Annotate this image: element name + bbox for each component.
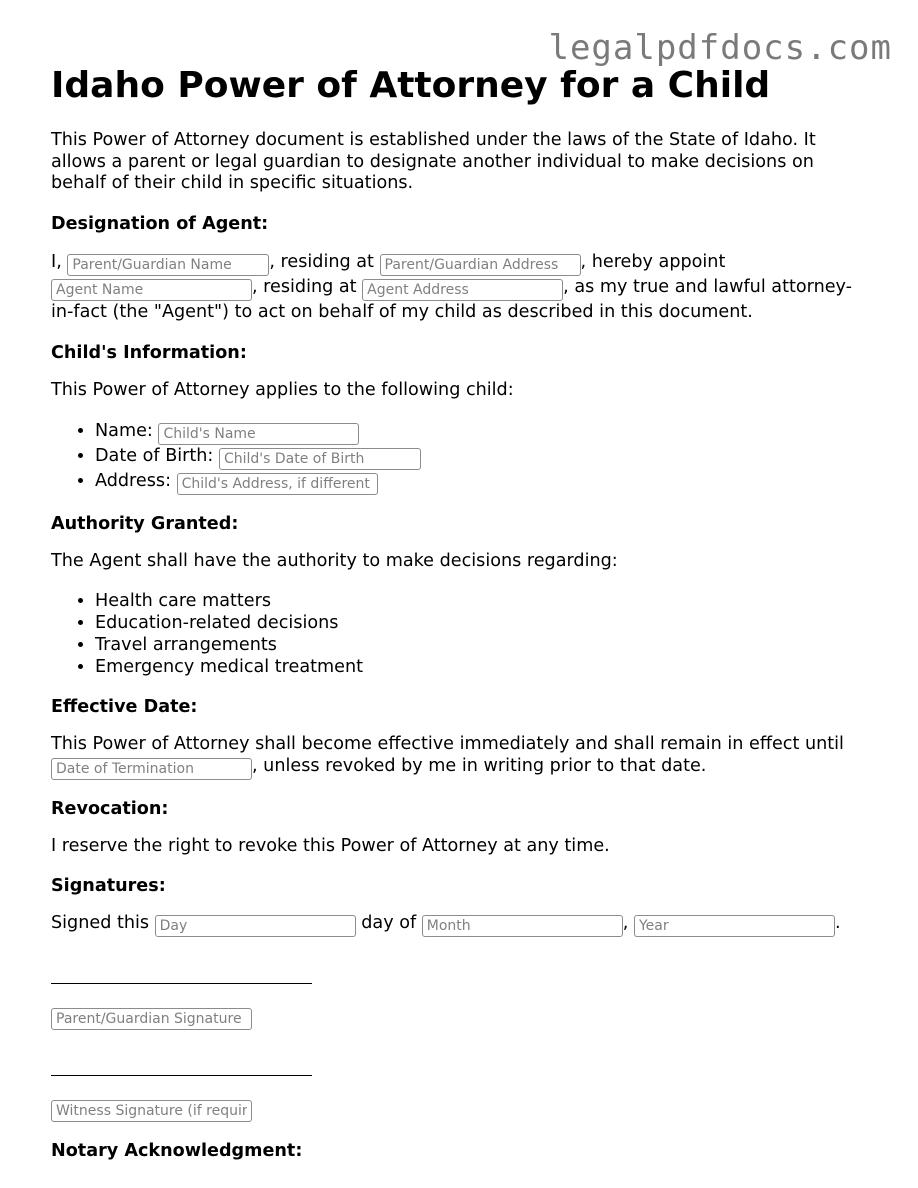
intro-paragraph: This Power of Attorney document is established under the laws of the State of Idaho. It allows a parent or legal guardian to designate another individual to make decisions on behalf of their child in specific situations. — [51, 130, 816, 193]
watermark: legalpdfdocs.com — [548, 28, 892, 68]
document-page — [51, 62, 871, 1178]
month-input[interactable] — [422, 915, 623, 937]
designation-heading: Designation of Agent: — [51, 213, 269, 234]
list-item: • Emergency medical treatment — [95, 656, 871, 678]
child-address-input[interactable] — [177, 473, 378, 495]
day-input[interactable] — [155, 915, 356, 937]
child-info-heading: Child's Information: — [51, 343, 247, 363]
child-info-list — [51, 420, 871, 495]
effective-date-paragraph: This Power of Attorney shall become effective immediately and shall remain in effect until Date of Termination, unless revoked by me in writing prior to that date. — [51, 734, 871, 780]
child-name-input[interactable] — [158, 423, 359, 445]
authority-text: The Agent shall have the authority to make decisions regarding: — [51, 550, 618, 571]
effective-date-heading: Effective Date: — [51, 697, 198, 717]
list-item: • Health care matters — [95, 590, 871, 612]
termination-date-input[interactable] — [51, 758, 252, 780]
revocation-heading: Revocation: — [51, 798, 169, 819]
signed-date-line: Signed this Day day of Month , Year . — [51, 913, 871, 937]
designation-paragraph: I, Parent/Guardian Name , residing at Parent/Guardian Address , hereby appoint Agent Name, residing at Agent Address , as my true and lawful attorney-in-fact (the "Agent") to act on behalf of my child as described in this document. — [51, 251, 871, 325]
list-item: • Name: Child's Name — [95, 420, 871, 445]
parent-address-input[interactable] — [380, 254, 581, 276]
agent-name-input[interactable] — [51, 279, 252, 301]
list-item: • Date of Birth: Child's Date of Birth — [95, 445, 871, 470]
authority-list — [51, 590, 871, 678]
agent-address-input[interactable] — [362, 279, 563, 301]
authority-heading: Authority Granted: — [51, 513, 239, 534]
notary-heading: Notary Acknowledgment: — [51, 1141, 303, 1161]
list-item: • Address: Child's Address, if different — [95, 470, 871, 495]
page-title: Idaho Power of Attorney for a Child — [51, 65, 771, 106]
list-item: • Travel arrangements — [95, 634, 871, 656]
parent-name-input[interactable] — [67, 254, 269, 276]
child-info-text: This Power of Attorney applies to the following child: — [51, 380, 514, 400]
child-dob-input[interactable] — [219, 448, 421, 470]
revocation-text: I reserve the right to revoke this Power of Attorney at any time. — [51, 835, 610, 856]
year-input[interactable] — [634, 915, 835, 937]
list-item: • Education-related decisions — [95, 612, 871, 634]
parent-signature-input[interactable] — [51, 1008, 252, 1030]
witness-signature-input[interactable] — [51, 1100, 252, 1122]
signatures-heading: Signatures: — [51, 876, 166, 896]
